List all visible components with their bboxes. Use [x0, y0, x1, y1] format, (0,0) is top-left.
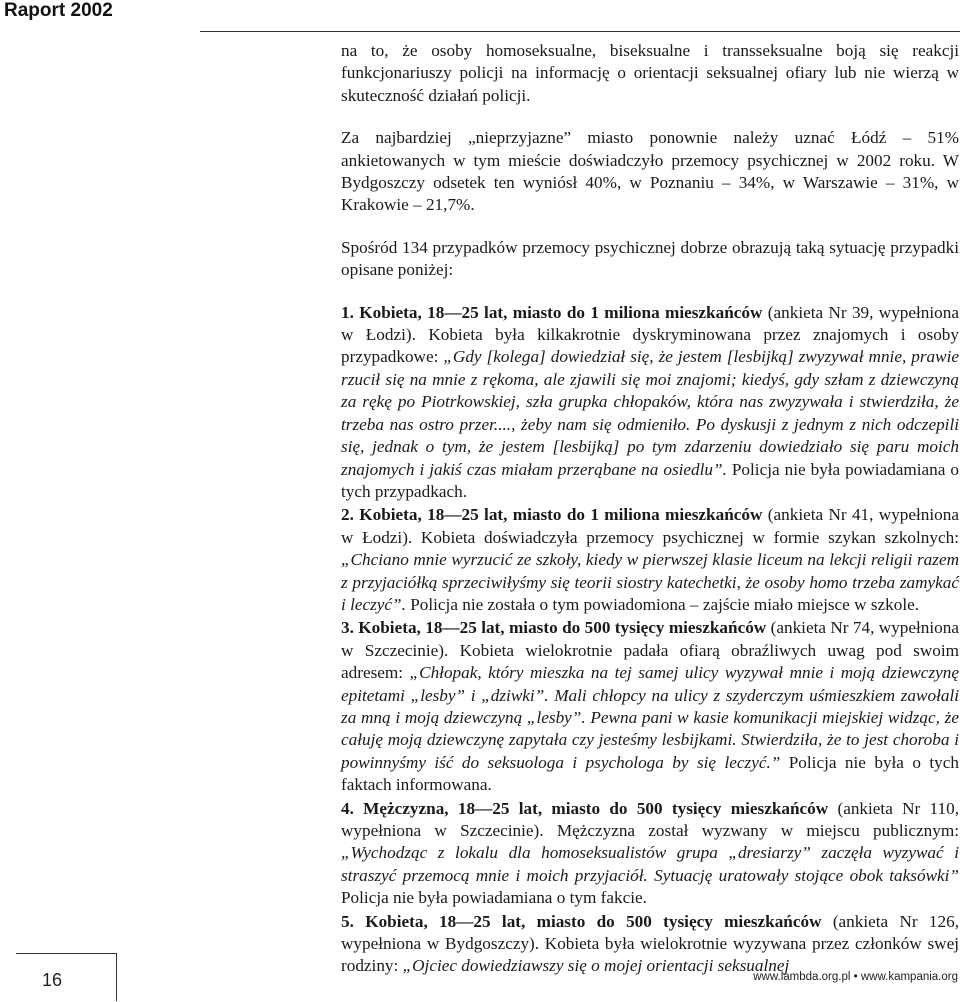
page-number-frame [16, 953, 117, 1001]
footer-link-kampania[interactable]: www.kampania.org [860, 971, 958, 983]
paragraph: Spośród 134 przypadków przemocy psychicznej dobrze obrazują taką sytuację przypadki opisane poniżej: [341, 237, 959, 280]
case-text: Policja nie była powiadamiana o tym fakcie. [341, 888, 647, 908]
case-heading: 5. Kobieta, 18—25 lat, miasto do 500 tysięcy mieszkańców [341, 911, 822, 931]
case-survey-info: (ankieta Nr 74, wypełniona w Szczecinie). [341, 618, 959, 660]
page-number: 16 [42, 970, 63, 990]
case-quote: „Chłopak, który mieszka na tej samej ulicy wyzywał mnie i moją dziewczynę epitetami „lesby” i „dziwki”. Mali chłopcy na ulicy z szyderczym uśmieszkiem zawołali za mną i moją dziewczyną „lesby”. Pewna pani w kasie komunikacji miejskiej widząc, że całuję moją dziewczynę zapytała czy jesteśmy lesbijkami. Stwierdziła, że to jest choroba i powinnyśmy iść do seksuologa i psychologa by się leczyć.” [341, 663, 959, 772]
case-text: Mężczyzna został wyzwany w miejscu publicznym: [543, 821, 959, 840]
case-survey-info: (ankieta Nr 41, wypełniona w Łodzi). [341, 505, 959, 547]
case-text: Kobieta była kilkakrotnie dyskryminowana przez znajomych i osoby przypadkowe: [341, 325, 959, 367]
footer-link-lambda[interactable]: www.lambda.org.pl [753, 971, 851, 983]
header-rule [200, 31, 960, 32]
paragraph: na to, że osoby homoseksualne, biseksualne i transseksualne boją się reakcji funkcjonariuszy policji na informację o orientacji seksualnej ofiary lub nie wierzą w skuteczność działań policji. [341, 41, 959, 105]
footer-bullet: • [853, 971, 858, 983]
case-entry-5 [341, 911, 959, 978]
case-entry-4 [341, 798, 959, 910]
case-entry-1 [341, 302, 959, 504]
case-entry-2 [341, 504, 959, 616]
paragraph: Za najbardziej „nieprzyjazne” miasto ponownie należy uznać Łódź – 51% ankietowanych w tym mieście doświadczyło przemocy psychicznej w 2002 roku. W Bydgoszczy odsetek ten wyniósł 40%, w Poznaniu – 34%, w Warszawie – 31%, w Krakowie – 21,7%. [341, 128, 959, 215]
case-quote: „Gdy [kolega] dowiedział się, że jestem [lesbijką] zwyzywał mnie, prawie rzucił się na mnie z rękoma, ale zjawili się moi znajomi; kiedyś, gdy szłam z dziewczyną za rękę po Piotrkowskiej, szła grupka chłopaków, która nas zwyzywała i stwierdziła, że trzeba nas ostro przer...., żeby nam się odmieniło. Po dyskusji z jednym z nich odczepili się, jednak o tym, że jestem [lesbijką] po tym zdarzeniu dowiedziało się paru moich znajomych i jakiś czas miałam przerąbane na osiedlu”. [341, 347, 959, 479]
case-entry-3 [341, 617, 959, 796]
case-quote: „Ojciec dowiedziawszy się o mojej orientacji seksualnej [402, 956, 790, 976]
case-heading: 4. Mężczyzna, 18—25 lat, miasto do 500 tysięcy mieszkańców [341, 798, 829, 818]
case-survey-info: (ankieta Nr 110, wypełniona w Szczecinie). [341, 798, 959, 840]
case-quote: „Chciano mnie wyrzucić ze szkoły, kiedy w pierwszej klasie liceum na lekcji religii razem z przyjaciółką sprzeciwiłyśmy się teorii siostry katechetki, że osoby homo trzeba zamykać i leczyć”. [341, 550, 959, 614]
case-quote: „Wychodząc z lokalu dla homoseksualistów grupa „dresiarzy” zaczęła wyzywać i straszyć przemocą mnie i moich przyjaciół. Sytuację uratowały stojące obok taksówki” [341, 843, 959, 885]
case-heading: 3. Kobieta, 18—25 lat, miasto do 500 tysięcy mieszkańców [341, 618, 767, 638]
case-survey-info: (ankieta Nr 39, wypełniona w Łodzi). [341, 302, 959, 345]
case-heading: 2. Kobieta, 18—25 lat, miasto do 1 miliona mieszkańców [341, 505, 763, 525]
report-body [341, 40, 959, 979]
case-heading: 1. Kobieta, 18—25 lat, miasto do 1 miliona mieszkańców [341, 302, 763, 322]
case-text: Kobieta była wielokrotnie wyzywana przez członków swej rodziny: [341, 934, 959, 976]
case-text: Kobieta wielokrotnie padała ofiarą obraźliwych uwag pod swoim adresem: [341, 640, 959, 683]
footer-links [753, 971, 958, 983]
running-header-title: Raport 2002 [4, 0, 113, 21]
case-text: Policja nie była o tych faktach informowana. [341, 752, 959, 795]
case-text: Kobieta doświadczyła przemocy psychicznej w formie szykan szkolnych: [412, 527, 959, 547]
case-survey-info: (ankieta Nr 126, wypełniona w Bydgoszczy). [341, 911, 960, 954]
case-text: Policja nie została o tym powiadomiona – zajście miało miejsce w szkole. [405, 594, 920, 614]
case-text: Policja nie była powiadamiana o tych przypadkach. [341, 459, 959, 501]
